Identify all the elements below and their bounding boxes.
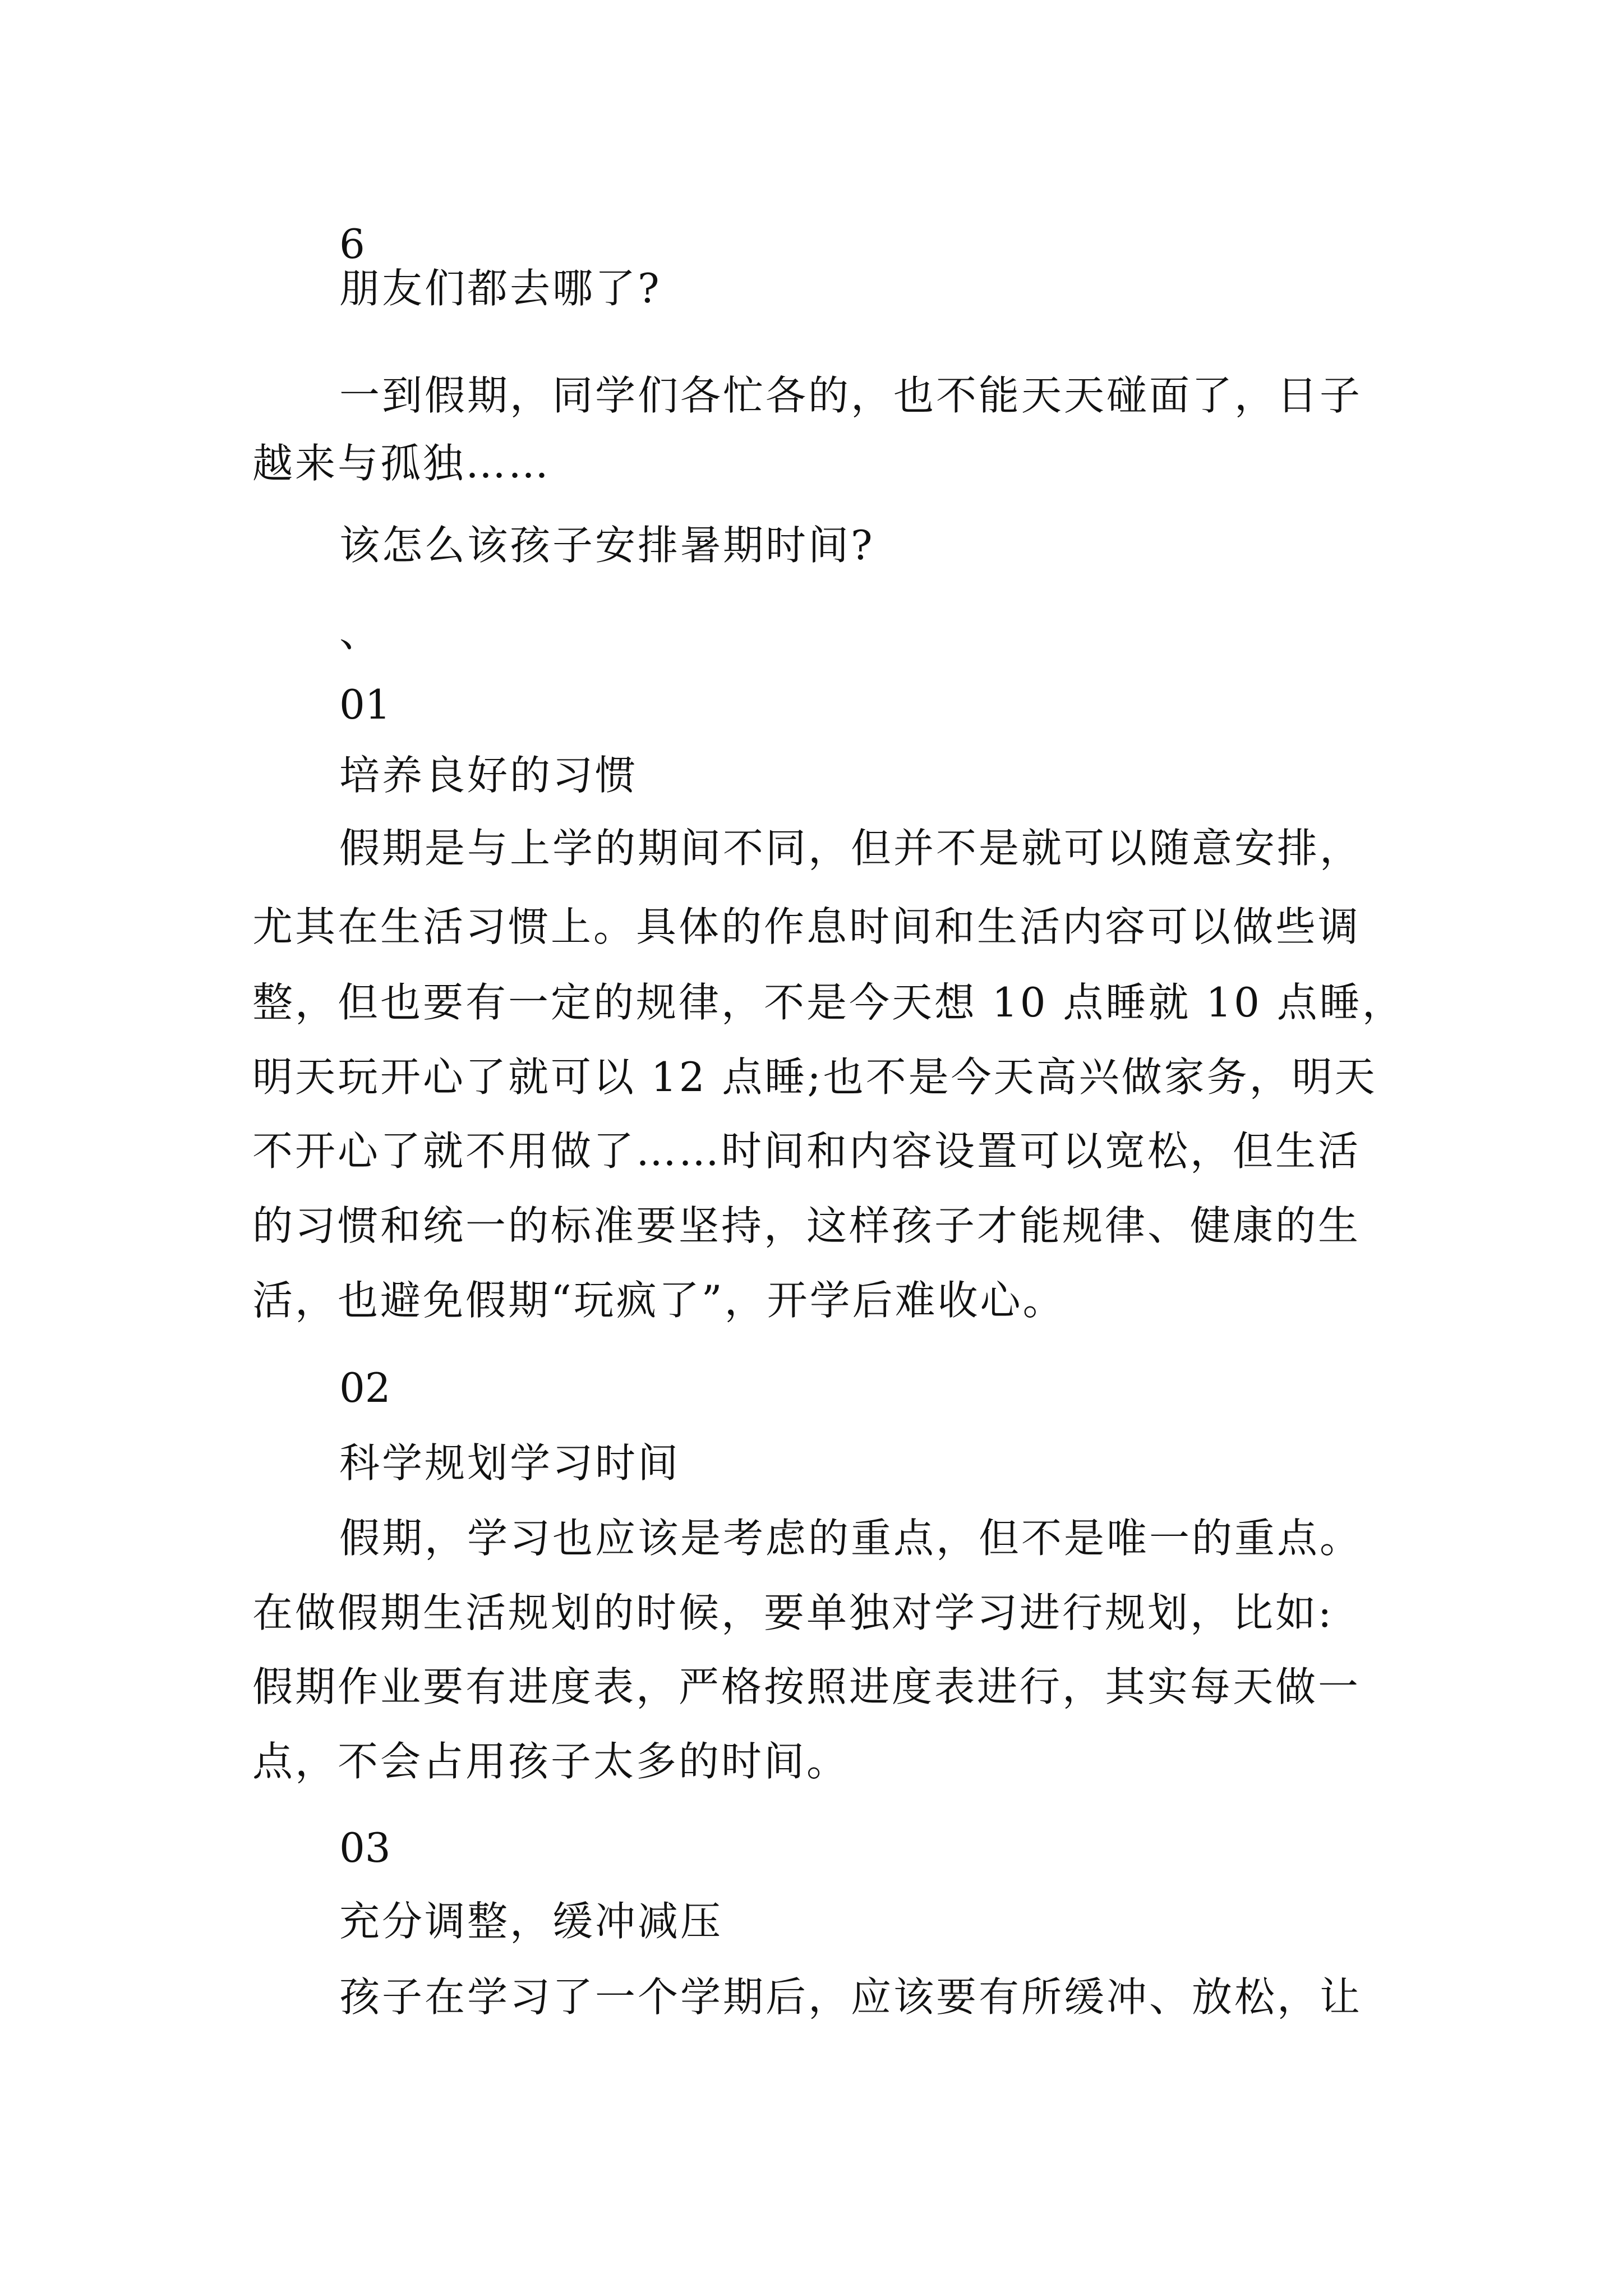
paragraph-line: 尤其在生活习惯上。具体的作息时间和生活内容可以做些调 <box>252 903 1361 950</box>
intro-mark: 、 <box>339 609 382 656</box>
section-title: 培养良好的习惯 <box>339 752 638 799</box>
paragraph-line: 孩子在学习了一个学期后，应该要有所缓冲、放松，让 <box>339 1973 1363 2021</box>
intro-heading: 朋友们都去哪了? <box>339 265 662 312</box>
paragraph-line: 的习惯和统一的标准要坚持，这样孩子才能规律、健康的生 <box>252 1202 1361 1249</box>
intro-paragraph-line: 越来与孤独…… <box>252 440 551 487</box>
intro-question: 该怎么该孩子安排暑期时间? <box>339 522 875 569</box>
paragraph-line: 不开心了就不用做了……时间和内容设置可以宽松，但生活 <box>252 1128 1361 1175</box>
paragraph-line: 假期作业要有进度表，严格按照进度表进行，其实每天做一 <box>252 1663 1361 1710</box>
paragraph-line: 假期，学习也应该是考虑的重点，但不是唯一的重点。 <box>339 1515 1363 1562</box>
section-title: 科学规划学习时间 <box>339 1439 681 1487</box>
intro-number: 6 <box>339 220 365 268</box>
paragraph-line: 在做假期生活规划的时候，要单独对学习进行规划，比如: <box>252 1589 1334 1636</box>
section-number: 01 <box>339 681 391 728</box>
paragraph-line: 整，但也要有一定的规律，不是今天想 10 点睡就 10 点睡， <box>252 979 1405 1026</box>
paragraph-line: 明天玩开心了就可以 12 点睡;也不是今天高兴做家务，明天 <box>252 1053 1377 1101</box>
paragraph-line: 点，不会占用孩子太多的时间。 <box>252 1738 850 1785</box>
section-title: 充分调整，缓冲减压 <box>339 1898 723 1945</box>
paragraph-line: 假期是与上学的期间不同，但并不是就可以随意安排， <box>339 825 1363 872</box>
intro-paragraph-line: 一到假期，同学们各忙各的，也不能天天碰面了，日子 <box>339 372 1363 419</box>
section-number: 02 <box>339 1364 391 1411</box>
paragraph-line: 活，也避免假期“玩疯了”，开学后难收心。 <box>252 1277 1066 1324</box>
section-number: 03 <box>339 1824 391 1871</box>
